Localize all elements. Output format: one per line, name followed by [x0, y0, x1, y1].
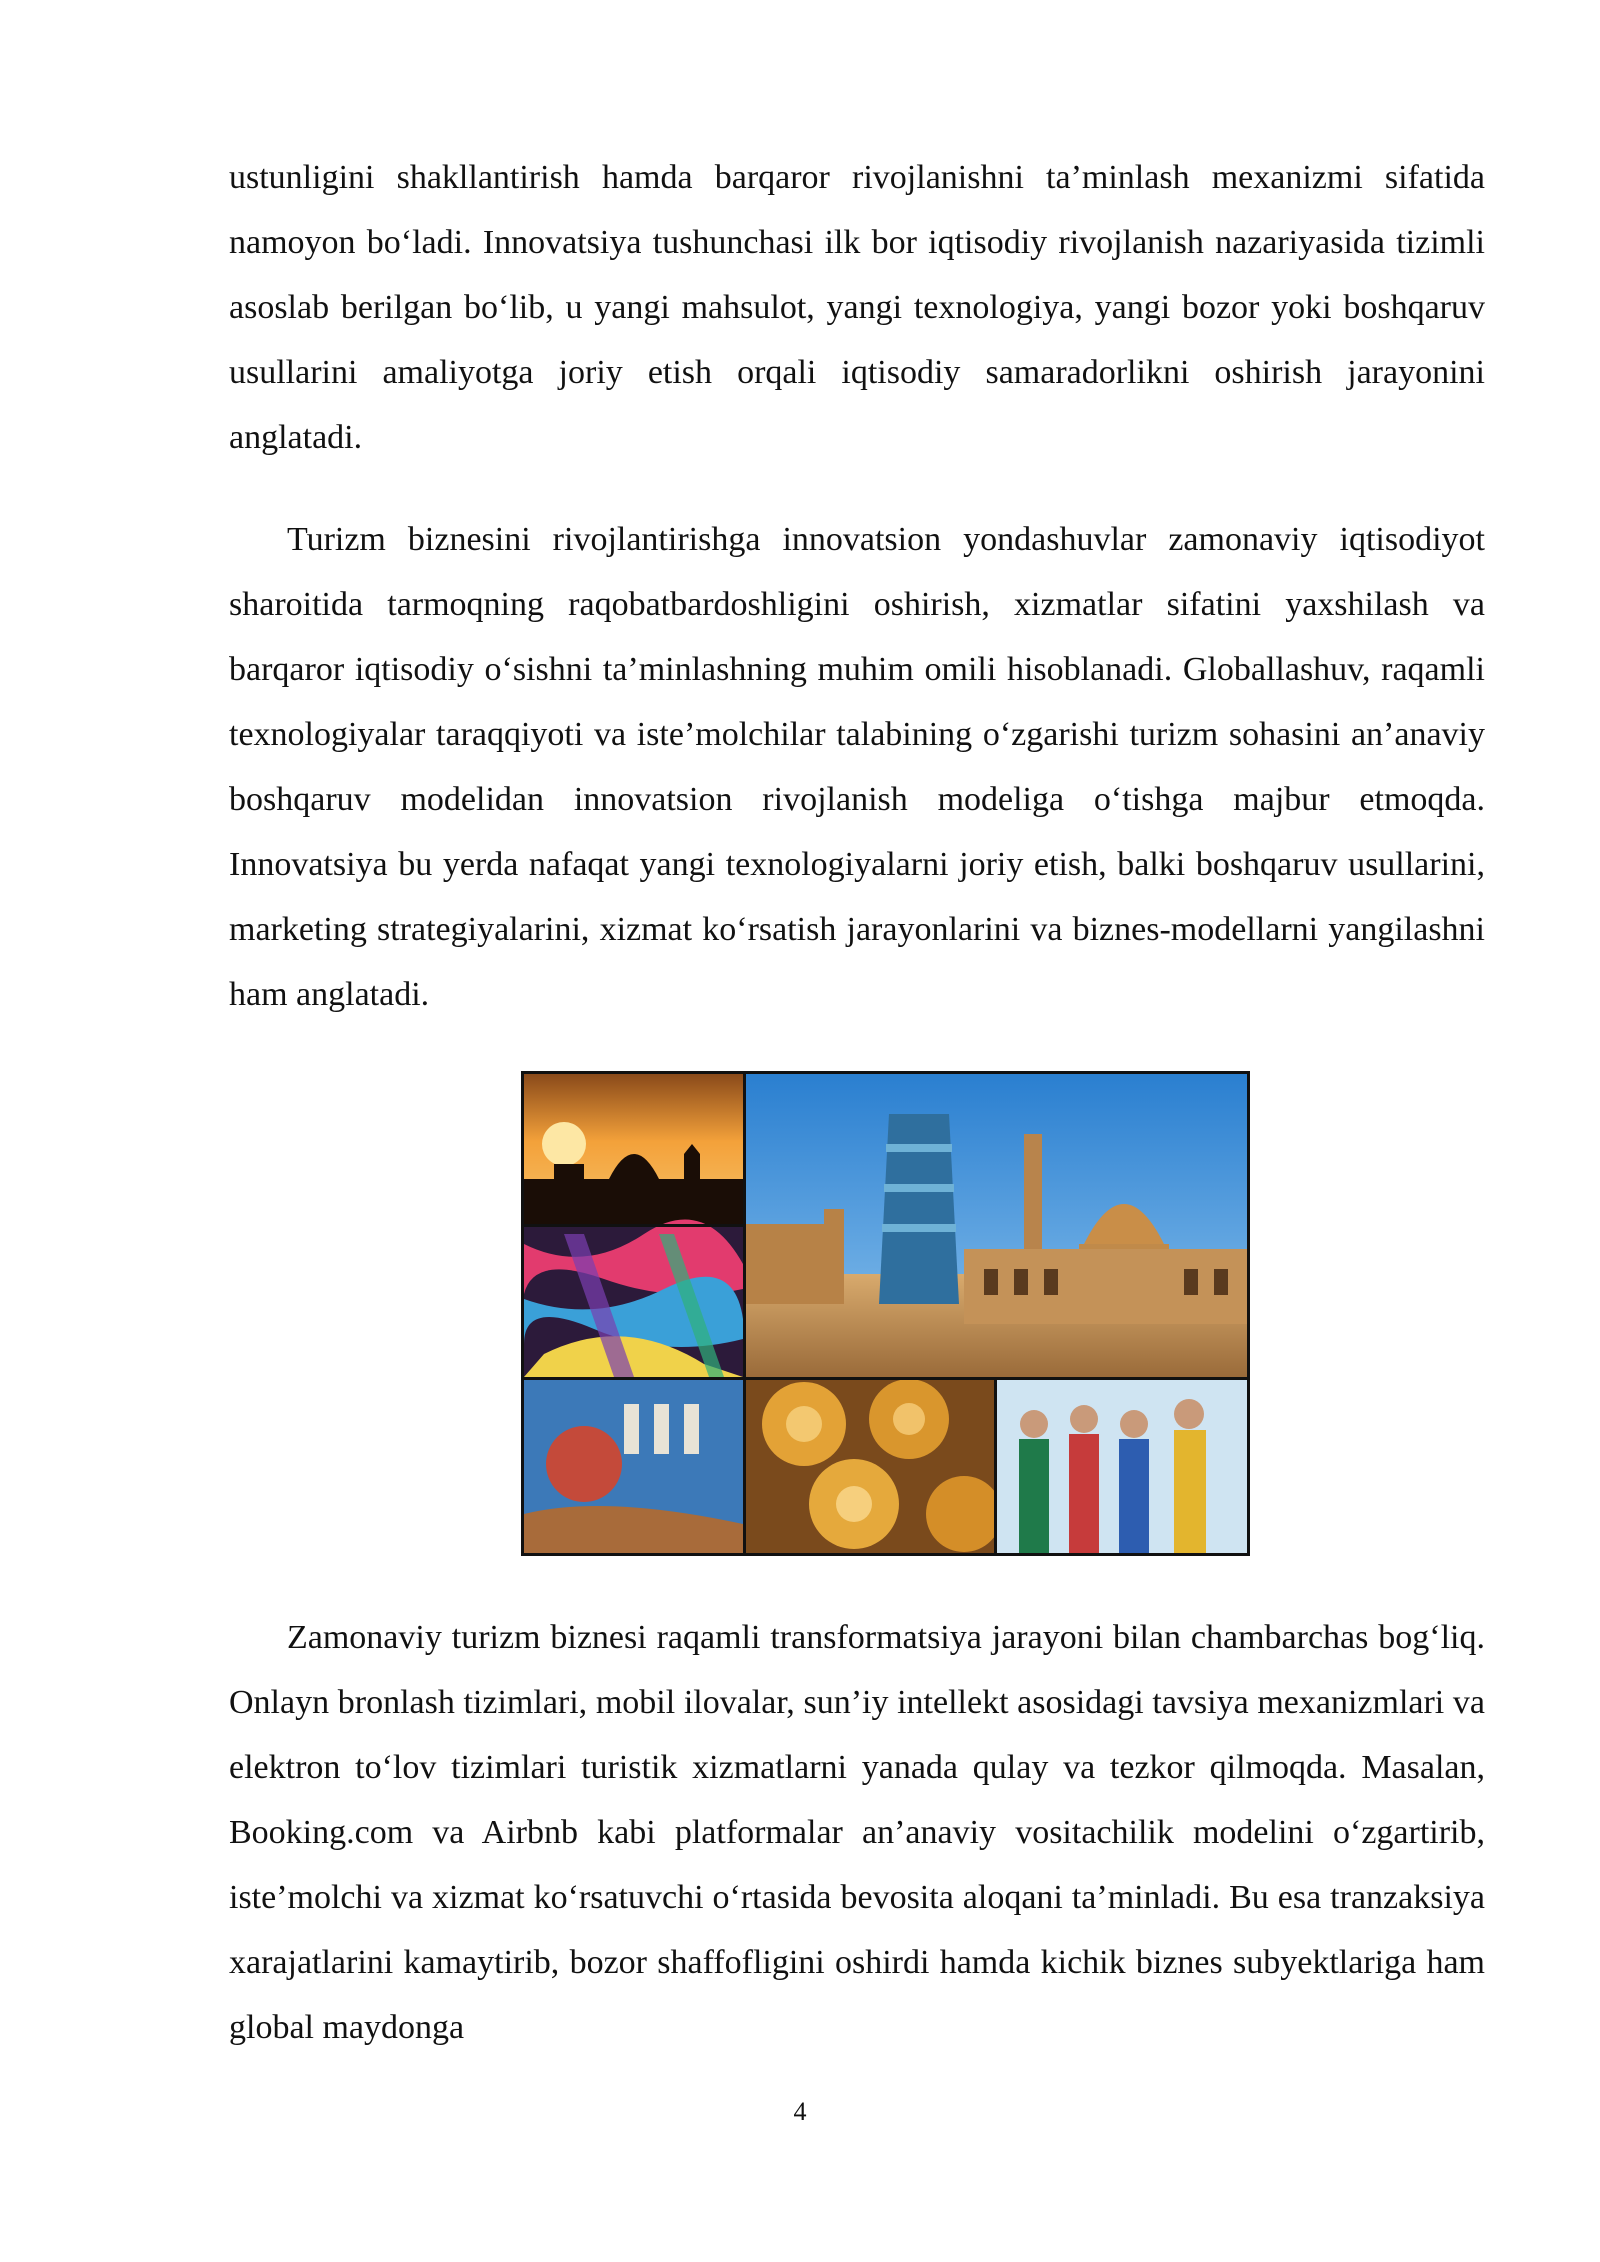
body-paragraph-1: ustunligini shakllantirish hamda barqaror rivojlanishni ta’minlash mexanizmi sifatida namoyon bo‘ladi. Innovatsiya tushunchasi ilk bor iqtisodiy rivojlanish nazariyasida tizimli asoslab berilgan bo‘lib, u yangi mahsulot, yangi texnologiya, yangi bozor yoki boshqaruv usullarini amaliyotga joriy etish orqali iqtisodiy samaradorlikni oshirish jarayonini anglatadi. — [229, 159, 1485, 456]
body-paragraph-3: Zamonaviy turizm biznesi raqamli transformatsiya jarayoni bilan chambarchas bog‘liq. Onlayn bronlash tizimlari, mobil ilovalar, sun’iy intellekt asosidagi tavsiya mexanizmlari va elektron to‘lov tizimlari turistik xizmatlarni yanada qulay va tezkor qilmoqda. Masalan, Booking.com va Airbnb kabi platformalar an’anaviy vositachilik modelini o‘zgartirib, iste’molchi va xizmat ko‘rsatuvchi o‘rtasida bevosita aloqani ta’minladi. Bu esa tranzaksiya xarajatlarini kamaytirib, bozor shaffofligini oshirdi hamda kichik biznes subyektlariga ham global maydonga — [229, 1619, 1485, 2046]
khiva-architecture-photo — [746, 1074, 1247, 1377]
body-paragraph-2: Turizm biznesini rivojlantirishga innovatsion yondashuvlar zamonaviy iqtisodiyot sharoitida tarmoqning raqobatbardoshligini oshirish, xizmatlar sifatini yaxshilash va barqaror iqtisodiy o‘sishni ta’minlashning muhim omili hisoblanadi. Globallashuv, raqamli texnologiyalar taraqqiyoti va iste’molchilar talabining o‘zgarishi turizm sohasini an’anaviy boshqaruv modelidan innovatsion rivojlanish modeliga o‘tishga majbur etmoqda. Innovatsiya bu yerda nafaqat yangi texnologiyalarni joriy etish, balki boshqaruv usullarini, marketing strategiyalarini, xizmat ko‘rsatish jarayonlarini va biznes-modellarni yangilashni ham anglatadi. — [229, 521, 1485, 1013]
uzbek-bread-photo — [746, 1379, 1002, 1553]
traditional-dancers-photo — [997, 1380, 1247, 1553]
page-number: 4 — [793, 2097, 807, 2126]
silk-fabric-photo — [524, 1219, 743, 1377]
ancient-mural-photo — [524, 1380, 743, 1553]
sunset-silhouette-photo — [524, 1074, 743, 1224]
tourism-collage-image — [521, 1071, 1250, 1556]
